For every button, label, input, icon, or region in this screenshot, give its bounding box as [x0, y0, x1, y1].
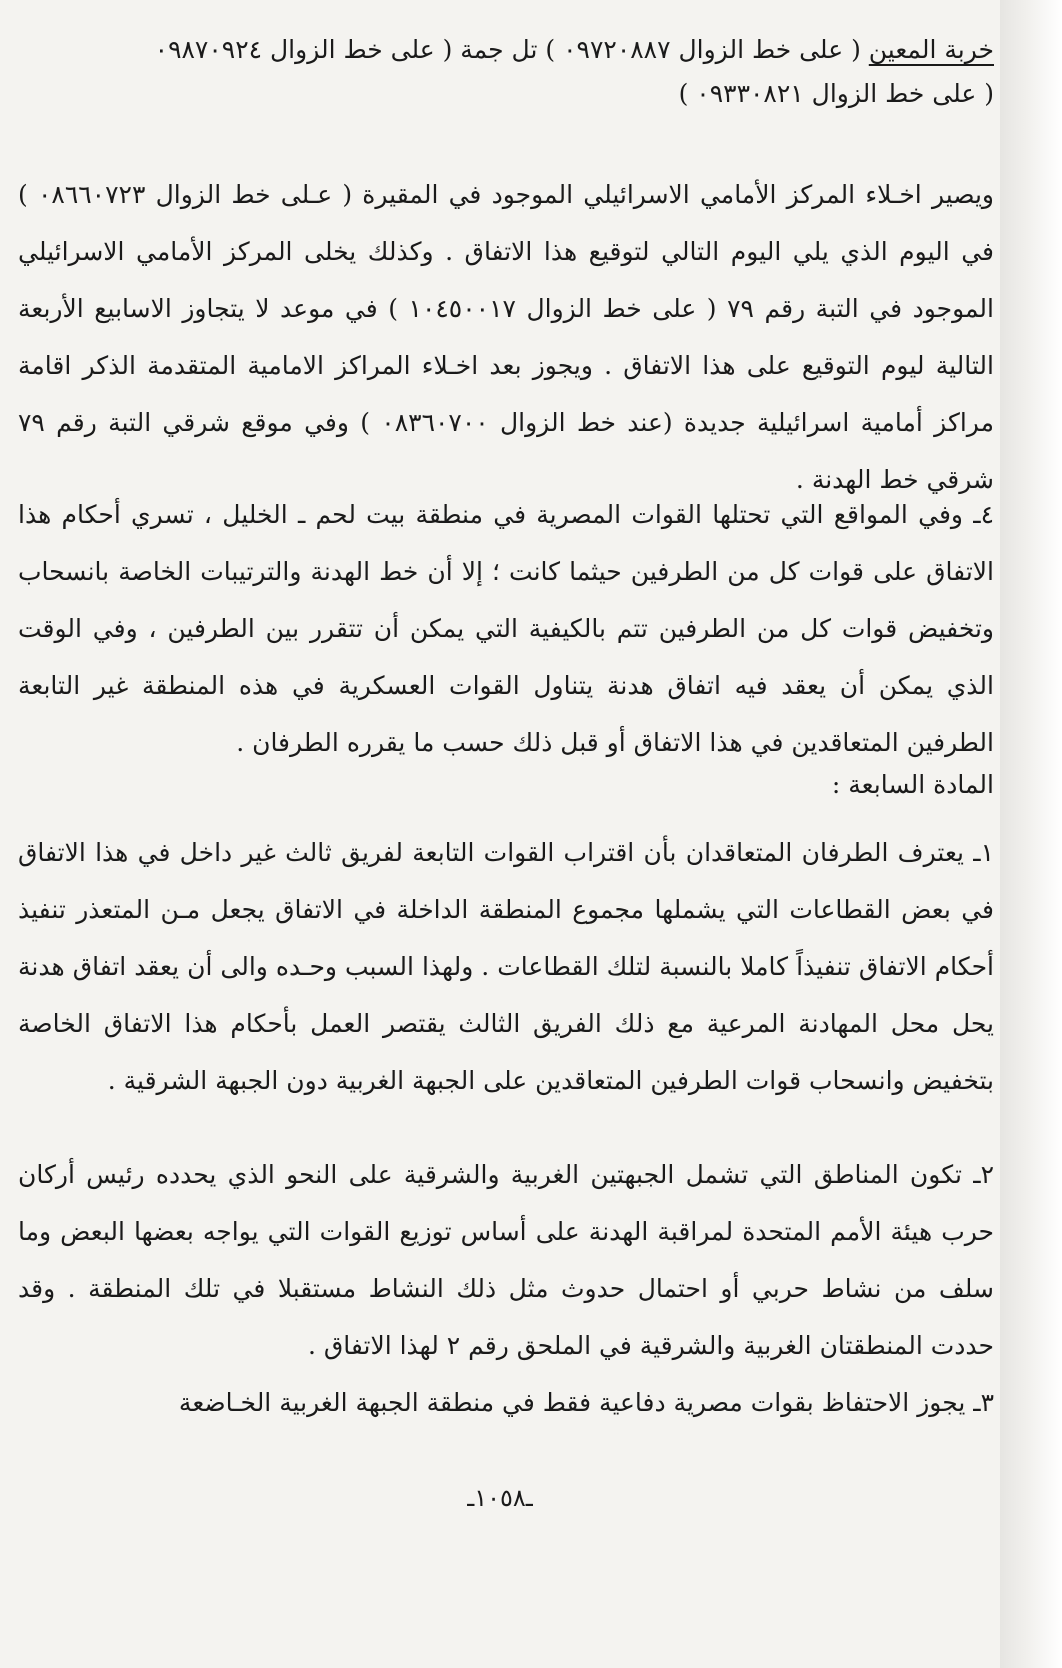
header-place-name: خربة المعين — [868, 35, 994, 64]
clause-3: ٣ـ يجوز الاحتفاظ بقوات مصرية دفاعية فقط في منطقة الجبهة الغربية الخـاضعة — [178, 1388, 994, 1417]
page-number: ـ١٠٥٨ـ — [467, 1484, 533, 1512]
paragraph-4: ٤ـ وفي المواقع التي تحتلها القوات المصرية في منطقة بيت لحم ـ الخليل ، تسري أحكام هذا الاتفاق على قوات كل من الطرفين حيثما كانت ؛ إلا أن خط الهدنة والترتيبات الخاصة بانسحاب وتخفيض قوات كل من الطرفين تتم بالكيفية التي يمكن أن تتقرر بين الطرفين ، وفي الوقت الذي يمكن أن يعقد فيه اتفاق هدنة يتناول القوات العسكرية في هذه المنطقة غير التابعة الطرفين المتعاقدين في هذا الاتفاق أو قبل ذلك حسب ما يقرره الطرفان . — [18, 500, 994, 757]
header-line-2: ( على خط الزوال ٠٩٣٣٠٨٢١ ) — [678, 79, 994, 108]
header-coordinates — [18, 28, 994, 116]
article-heading: المادة السابعة : — [831, 770, 994, 799]
scan-edge — [1000, 0, 1062, 1668]
header-line-1-text: ( على خط الزوال ٠٩٧٢٠٨٨٧ ) تل جمة ( على خط الزوال ٠٩٨٧٠٩٢٤ — [154, 35, 861, 64]
paragraph-evacuation: ويصير اخـلاء المركز الأمامي الاسرائيلي الموجود في المقيرة ( عـلى خط الزوال ٠٨٦٦٠٧٢٣ ) في اليوم الذي يلي اليوم التالي لتوقيع هذا الاتفاق . وكذلك يخلى المركز الأمامي الاسرائيلي الموجود في التبة رقم ٧٩ ( على خط الزوال ١٠٤٥٠٠١٧ ) في موعد لا يتجاوز الاسابيع الأربعة التالية ليوم التوقيع على هذا الاتفاق . ويجوز بعد اخـلاء المراكز الامامية المتقدمة الذكر اقامة مراكز أمامية اسرائيلية جديدة (عند خط الزوال ٠٨٣٦٠٧٠٠ ) وفي موقع شرقي التبة رقم ٧٩ شرقي خط الهدنة . — [18, 180, 994, 494]
clause-1: ١ـ يعترف الطرفان المتعاقدان بأن اقتراب القوات التابعة لفريق ثالث غير داخل في هذا الاتفاق في بعض القطاعات التي يشملها مجموع المنطقة الداخلة في الاتفاق يجعل مـن المتعذر تنفيذ أحكام الاتفاق تنفيذاً كاملا بالنسبة لتلك القطاعات . ولهذا السبب وحـده والى أن يعقد اتفاق هدنة يحل محل المهادنة المرعية مع ذلك الفريق الثالث يقتصر العمل بأحكام هذا الاتفاق الخاصة بتخفيض وانسحاب قوات الطرفين المتعاقدين على الجبهة الغربية دون الجبهة الشرقية . — [18, 838, 994, 1095]
clause-2: ٢ـ تكون المناطق التي تشمل الجبهتين الغربية والشرقية على النحو الذي يحدده رئيس أركان حرب هيئة الأمم المتحدة لمراقبة الهدنة على أساس توزيع القوات التي يواجه بعضها البعض وما سلف من نشاط حربي أو احتمال حدوث مثل ذلك النشاط مستقبلا في تلك المنطقة . وقد حددت المنطقتان الغربية والشرقية في الملحق رقم ٢ لهذا الاتفاق . — [18, 1160, 994, 1360]
header-line-1 — [18, 28, 994, 72]
